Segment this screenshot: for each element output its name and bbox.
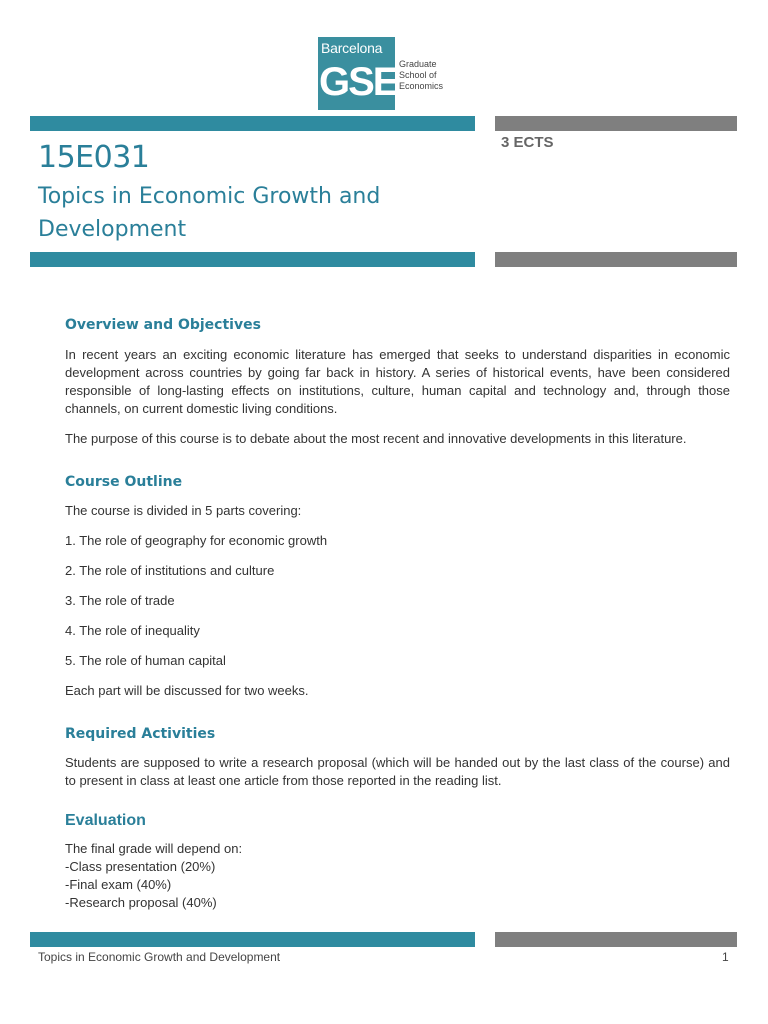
logo-subtitle	[399, 59, 443, 92]
logo-barcelona-text: Barcelona	[321, 40, 383, 56]
logo-box	[318, 37, 398, 110]
evaluation-line: -Final exam (40%)	[65, 877, 172, 892]
footer-teal-bar	[30, 932, 475, 947]
evaluation-line: The final grade will depend on:	[65, 841, 243, 856]
header-bottom-teal-bar	[30, 252, 475, 267]
footer-gray-bar	[495, 932, 737, 947]
overview-heading: Overview and Objectives	[65, 317, 261, 333]
footer-title: Topics in Economic Growth and Development	[38, 950, 281, 964]
logo-line: School of	[399, 70, 437, 80]
outline-intro: The course is divided in 5 parts covering:	[65, 503, 302, 518]
activities-heading: Required Activities	[65, 726, 216, 742]
course-code: 15E031	[38, 140, 150, 175]
header-bottom-gray-bar	[495, 252, 737, 267]
activities-paragraph: Students are supposed to write a research proposal (which will be handed out by the last class of the course) and to present in class at least one article from those reported in the reading list.	[65, 755, 730, 788]
list-item: 2. The role of institutions and culture	[65, 563, 275, 578]
purpose-paragraph: The purpose of this course is to debate about the most recent and innovative developments in this literature.	[65, 431, 687, 446]
list-item: 1. The role of geography for economic growth	[65, 533, 328, 548]
header-top-teal-bar	[30, 116, 475, 131]
ects-label: 3 ECTS	[501, 134, 554, 151]
overview-paragraph: In recent years an exciting economic literature has emerged that seeks to understand disparities in economic development across countries by going far back in history. A series of historical events, have been considered responsible of long-lasting effects on institutions, culture, human capital and technology and, through those channels, on current domestic living conditions.	[65, 347, 730, 416]
list-item: 5. The role of human capital	[65, 653, 226, 668]
logo-gse-text: GSE	[319, 60, 398, 104]
evaluation-line: -Research proposal (40%)	[65, 895, 217, 910]
logo-line: Economics	[399, 81, 444, 91]
header-top-gray-bar	[495, 116, 737, 131]
gse-logo	[318, 37, 450, 110]
page-number: 1	[722, 950, 729, 964]
course-title: Topics in Economic Growth and Development	[38, 184, 381, 242]
outline-note: Each part will be discussed for two weeks.	[65, 683, 309, 698]
evaluation-heading: Evaluation	[65, 812, 146, 829]
list-item: 3. The role of trade	[65, 593, 175, 608]
evaluation-line: -Class presentation (20%)	[65, 859, 216, 874]
main-content	[65, 316, 730, 912]
logo-line: Graduate	[399, 59, 437, 69]
outline-heading: Course Outline	[65, 474, 183, 490]
list-item: 4. The role of inequality	[65, 623, 200, 638]
